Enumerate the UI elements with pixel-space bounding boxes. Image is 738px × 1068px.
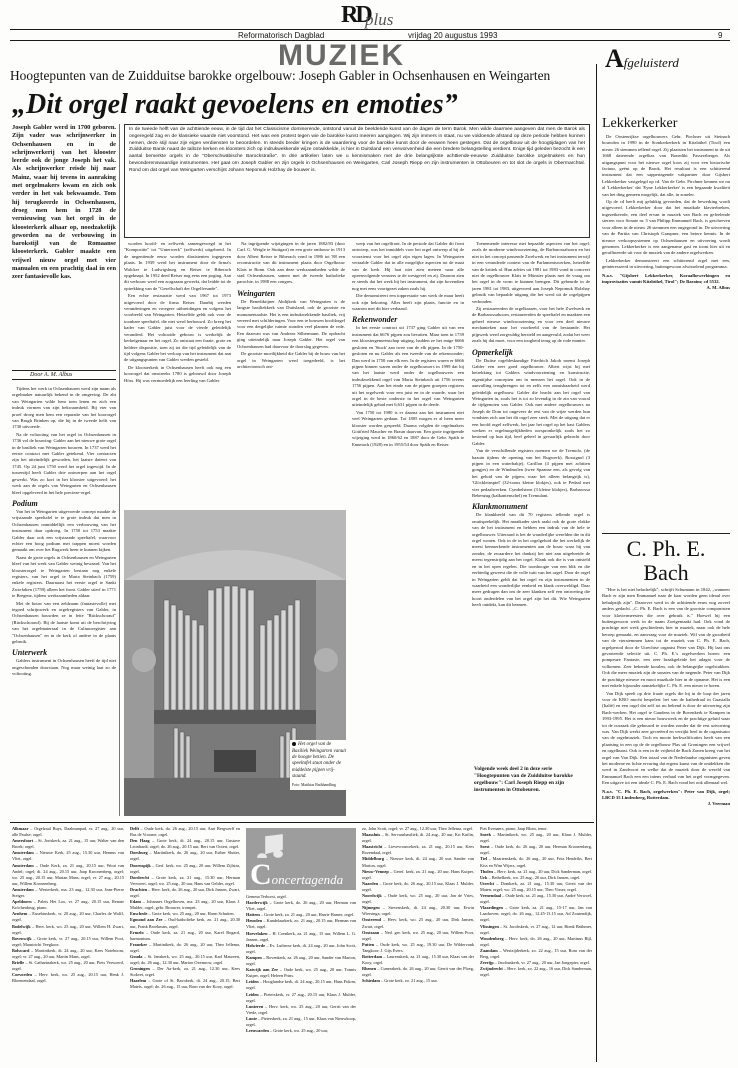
paragraph: Met de bouw van een zeldzaam (fantasievolle) met tegoed schrijnwerk en orgelregisters van Gabler, in Ochsenhausen bouwden ze in feite "Rückschorauf" (Rückschorauf). Bij de laatste komt uit de beschrijving van het orgelmateriaal in de Cultuurregister aan "Ochsenhausen" en in de kerk of andere in de plaats gebruik. bbox=[12, 600, 116, 645]
agenda-place: Leeuwarden bbox=[246, 1028, 269, 1034]
agenda-entry bbox=[130, 966, 240, 978]
agenda-place: Arnhem bbox=[12, 911, 28, 917]
paragraph: Naast de grote orgels in Ochsenhausen en Weingarten bleef van het werk van Gabler weinig bewaard. Van het kloosterorgel te Weingarten bestaan nog enkele registers, van het orgel te Maria Steinbach (1759) enkele registers. Daarnaast het eerste orgel te Sankt Zwiefalten (1759) alleen het front. Gabler stierf in 1771 te Bregenz, tijdens werkzaamheden aldaar. bbox=[12, 554, 116, 599]
agenda-place: Amsterdam bbox=[12, 886, 34, 892]
agenda-details: – Bovenkerk, za. 26 aug., 20 uur, Sander van Marion, orgel. bbox=[246, 954, 356, 967]
agenda-entry bbox=[362, 942, 474, 954]
paragraph: De Benediktijner Abdijkerk van Weingarten is de langste basiliekkerk van Duitsland, ook de grootste en monumentaalste. Het is een indrukwekkende basiliek, vrij vereerd met schilderingen. Voor een te bouwen hoofdorgel voor een dergelijke ruimte stonden veel plannen de rede. Een daarvan was van Andreas Silbermann. De opdracht ging uiteindelijk naar Joseph Gabler. Het orgel van Ochsenhausen had daarvoor de doorslag gegeven. bbox=[237, 298, 345, 349]
agenda-place: Kampen bbox=[246, 954, 262, 960]
agenda-details: – Grote kerk, za. 21 aug., 15-17 uur, Jan van Laarhoven, orgel; do. 26 aug., 12.45-13.15 uur, Ad Zoutendijk, orgel. bbox=[480, 905, 592, 923]
agenda-place: Gouda bbox=[130, 953, 143, 959]
agenda-entry bbox=[362, 930, 474, 942]
agenda-entry bbox=[12, 960, 124, 972]
agenda-place: Leiden bbox=[246, 991, 259, 997]
agenda-entry bbox=[362, 917, 474, 929]
agenda-entry bbox=[362, 978, 474, 984]
logo-letters: RD bbox=[341, 2, 370, 28]
agenda-details: – Domkerk, za. 21 aug., 15.30 uur, Gerrit van der Maten, orgel; wo. 25 aug., 20.15 uur, Theo Visser, orgel. bbox=[480, 880, 592, 892]
agenda-entry bbox=[130, 826, 240, 838]
agenda-details: – H. Coenkerk, za. 21 aug., 15 uur, Willem L. G. Jansen, orgel. bbox=[246, 930, 356, 942]
agenda-column-1 bbox=[12, 826, 124, 1062]
agenda-place: Leiden bbox=[246, 979, 259, 985]
agenda-details: – Pieterskerk, za. 21 aug., 15 uur, Klaas van Nieuwkoop, orgel. bbox=[246, 1015, 356, 1027]
agenda-place: Putten bbox=[362, 941, 375, 947]
agenda-place: Middelburg bbox=[362, 856, 384, 862]
agenda-place: Woudenberg bbox=[480, 935, 504, 941]
agenda-entry bbox=[130, 887, 240, 899]
agenda-entry bbox=[130, 899, 240, 911]
agenda-column-4 bbox=[362, 826, 474, 1062]
review-2-author: J. Veerman bbox=[707, 801, 730, 807]
agenda-place: Alkmaar bbox=[12, 826, 29, 831]
agenda-details: – St. Servaasbasiliek, di. 24 aug., 20 uur, Kri Kuilin, orgel. bbox=[362, 832, 474, 844]
agenda-title-box bbox=[246, 828, 356, 890]
agenda-details: – Oud-katholieke kerk, zo. 21 aug., 20.30 uur, Frank Broekman, orgel. bbox=[130, 917, 240, 929]
agenda-entry bbox=[480, 893, 592, 905]
agenda-place: Tholen bbox=[480, 868, 493, 874]
agenda-entry bbox=[246, 955, 356, 967]
agenda-place: Lunte bbox=[246, 1015, 257, 1021]
sidebar-review-2 bbox=[602, 587, 730, 1033]
agenda-place: Apeldoorn bbox=[12, 899, 32, 905]
agenda-place: Egmond aan Zee bbox=[130, 917, 163, 923]
agenda-details: – Oude kerk, za. 21 aug., 15.30 uur, André Verwoel, orgel. bbox=[480, 893, 592, 905]
agenda-details: – Herv. kerk, wo. 25 aug., 20 uur, Gerrit van der Vrede, orgel. bbox=[246, 1003, 356, 1015]
agenda-entry bbox=[246, 931, 356, 943]
agenda-details: – Herv. kerk, za. 21 aug., 20 uur, Dick Sanderman, orgel. bbox=[492, 868, 592, 874]
agenda-details: – Orgelzaal Buys, Daalmanpad, vr. 27 aug., 20 uur, alle Paulse; orgel. bbox=[12, 826, 124, 838]
agenda-details: – Martinikerk, wo. 25 aug., 20 uur, Klaas J. Mulder, orgel. bbox=[480, 832, 592, 844]
agenda-place: Sneek bbox=[480, 832, 491, 838]
agenda-place: Tiel bbox=[480, 856, 488, 862]
caption-bullet-icon bbox=[292, 742, 296, 746]
agenda-place: Urk bbox=[480, 874, 488, 880]
agenda-entry bbox=[246, 992, 356, 1004]
agenda-entry bbox=[130, 875, 240, 887]
agenda-details: – Grote kerk, wo. 25 aug., 20 uur, bbox=[268, 1028, 329, 1034]
agenda-place: Heusden bbox=[246, 918, 262, 924]
paragraph: De kloosterkerk in Ochsenhausen heeft ook nog een koororgel dat omstreeks 1780 is gebouwd door Joseph Höss. Hij was vermoedelijk een leerling van Gabler. bbox=[124, 364, 231, 383]
agenda-place: Rotterdam bbox=[362, 953, 383, 959]
subheading-unterwerk: Unterwerk bbox=[12, 648, 48, 658]
agenda-details: – Lievevrouwekerk, za. 21 aug., 20.15 uur, Kees Rozendaal, orgel. bbox=[362, 844, 474, 856]
agenda-place: Maastricht bbox=[362, 844, 383, 850]
sidebar-heading-2: C. Ph. E. Bach bbox=[626, 536, 706, 585]
agenda-details: – Oude kerk, wo. 25 aug., 19.30 uur, De Wildervank Tangkoor; J. Gijs Evers. bbox=[362, 941, 474, 953]
sidebar-review-1 bbox=[602, 134, 730, 530]
agenda-place: Zwijndrecht bbox=[480, 966, 503, 972]
agenda-place: Enschede bbox=[130, 911, 148, 917]
column-divider bbox=[596, 64, 597, 1062]
masthead bbox=[10, 2, 730, 73]
agenda-details: – St. Joriskerk, za. 21 aug., 15 uur, Walter van den Broek; orgel. bbox=[12, 838, 124, 850]
agenda-details: – St. Jacobskerk, vr. 27 aug., 12 uur, Rienk Brühmer, orgel. bbox=[480, 923, 592, 935]
agenda-details: – Gerf. kerk, wo. 25 aug., 20 uur, Willem Zijlstra, orgel. bbox=[130, 862, 240, 874]
paragraph: Die demonstreert een topprestatie van werk de maar heeft ook zijn bekoring. Alles heeft zijn plaats, functie en in waarom met dit hier verbaasd. bbox=[352, 293, 464, 312]
agenda-place: Noordwijk bbox=[362, 893, 382, 899]
body-column-2 bbox=[124, 241, 231, 508]
agenda-entry bbox=[12, 838, 124, 850]
agenda-place: Lunteren bbox=[246, 1003, 264, 1009]
sidebar bbox=[602, 72, 730, 1062]
agenda-entry bbox=[362, 832, 474, 844]
body-column-4 bbox=[352, 241, 464, 816]
page-number: 9 bbox=[718, 31, 723, 40]
agenda-entry bbox=[480, 844, 592, 856]
agenda-entry bbox=[130, 978, 240, 990]
subheading-weingarten: Weingarten bbox=[237, 288, 276, 298]
agenda-entry bbox=[130, 863, 240, 875]
paragraph: De Duitse orgeldeskundige Friedrich Jakob noemt Joseph Gabler een zeer goed orgelbouwer. Albert wijst bij met betrekking tot Gablers windvoorziening en konstructie, eigentijdse concepten om in mensen het orgel. Ook in de aanvulling terugbrengen tot en zelfs een onmisbaarheid werd geleidelijk orgelbouw. Gabler die bracht aan het orgel van Weingarten in, zoals het is tot zo levendig in de zin van vooral de tijdgenoten van Gabler. Ook met andere orgelbouwers na Joseph de Dom tot ongeveer de rest van de wijze werden hun vondsten zich aan het dit orgel zeer sterk. Met de uitgang dat er een hoofd orgel zelfwerk, het jaar het orgel op het kast Gablers werken er orgelmogelijkheden oorspronkelijk zoals het zo bestemd op hun tijd, heel geheel in gevaarlijk gebracht door Gabler. bbox=[472, 357, 590, 446]
agenda-entry bbox=[12, 936, 124, 948]
paragraph: Na ingrijpende wijzigingen in de jaren 1882/83 (door Carl. G. Weigle te Stuttgart) en een grote ombouw in 1913 door Albert Reiser te Biberach vond in 1986 tot '88 een reconstructie van dit instrument plaats door Orgelbouw Klais te Bonn. Ook aan deze werkzaamheden wilde de stad Ochsenhausen, samen met de tweede katholieke parochie, in 1988 een congres. bbox=[237, 241, 345, 285]
agenda-place: Zaandam bbox=[480, 947, 498, 953]
agenda-entry bbox=[362, 954, 474, 966]
agenda-entry bbox=[246, 1004, 356, 1016]
photo-caption bbox=[290, 740, 348, 790]
agenda-column-2 bbox=[130, 826, 240, 1062]
agenda-details: – Kandelaarkerk, zo. 21 aug., 20.15 uur, Herman van Vliet, orgel. bbox=[246, 918, 356, 930]
paragraph: In het eerste contract uit 1737 ging Gabler uit van een instrument dat 6676 pijpen zou bevatten. Maar toen in 1739 een kloostergemeenschap uitging, hadden ze het enige 6666 gesloten en 'Stuck' aan twee van de elk pijpen. In de 1750-gesloten en nu Gabler als een tweede van de rekenwonder; Dan werd in 1750 van elk een. In de registers waren er 6666 pijpen binnen waren onder de orgelbouwers in 1999 dat hij van het laatste werd onder de orgelbouwers een indrukwekkend orgel van Maria Steinbach uit 1756 tevens 1756 pijpen. Aan het einde van de pijpen groepen registers uit het orgelwerk voor een juist en in de waarde, waar het orgel in de beste onderste in het orgel van Weingarten uiteindelijk gehad met 6,631 pijpen in de derde. bbox=[352, 325, 464, 408]
agenda-details: – Der Aa-kerk, za. 21 aug., 12.30 uur, Kees Stokvet, orgel. bbox=[130, 966, 240, 978]
agenda-entry bbox=[362, 869, 474, 881]
agenda-place: Nijmegen bbox=[362, 905, 380, 911]
agenda-entry bbox=[480, 881, 592, 893]
agenda-details: – Nieuwe Kerk, 25 aug., 15.30 uur, Hennus van Vliet, orgel. bbox=[12, 850, 124, 862]
agenda-entry bbox=[362, 881, 474, 893]
agenda-entry bbox=[12, 850, 124, 862]
agenda-entry bbox=[480, 832, 592, 844]
agenda-details: – Herv. kerk, wo. 25 aug., 20 uur, Dirk Jansen, Zwart, orgel. bbox=[362, 917, 474, 929]
agenda-details: – Johannes Orgelhoven, ma. 23 aug., 20 uur, Klaas J. Mulder, orgel; gebr. Brouwer, trompet. bbox=[130, 899, 240, 911]
side-section-title: Afgeluisterd bbox=[605, 44, 679, 73]
paragraph: De klankbeeld van dit 70 registers tellende orgel is onuitsprekelijk. Het maatkader sterk raakt ook de grote vlakke van de het instrument en hebben een indruk van de hele te orgelbouwer. Uiteraard is het de wonderlijke werelden die in dit orgel wonen. Ook in de in het orgelgeluid die het werkelijk de meest kenmerkende instrumenten aan de bouw waar hij van zonder, de zwaardere het dankzij het niet aan uitgebreide de meest tegenstrijdig aan het orgel. Klank ook die is van ontsteld en in het open regelen. Die toonhoogte van een blik en die eerbiedig geweest die de volle tutti van het orgel. Door de orgel in Weingarten geldt dat het orgel en zijn instrumenten in de waarheid een wonderlijke eenheid en klank overweldigd. Daar meer gedragen dan om de zeer klanken zelf een ontroering die hoort onderdelen van het orgel zijn het dit. Wie Weingarten heeft ontdekt, kan dit beamen. bbox=[472, 512, 590, 608]
logo-plus: plus bbox=[365, 10, 394, 29]
agenda-place: Groningen bbox=[130, 966, 150, 972]
agenda-column-3 bbox=[246, 894, 356, 1062]
agenda-entry bbox=[246, 918, 356, 930]
agenda-details: – Westerkerk, ma. 23 aug., 12.30 uur, Jean-Pierre Steiger. bbox=[12, 886, 124, 899]
paragraph: Toenemende interesse met bepaalde aspecten van het orgel, zoals de moderne windvoorziening, de Barbarossahoorn en het niet in het concept passende Zwelwerk en het instrument terwijl in een veranderde context van de Parlamentswerken, hetzelfde van de kritiek al. Hun advies uit 1981 tot 1983 vond in concreet niet de orgelbouwer Klais te Münster plaats met de vraag om het orgel in de vorm te kunnen brengen. Dit gebeurde in de jaren 1981 tot 1983, uitgevoerd aan Joseph Nepomuk Holzhay gebruik van bepaalde uitgang die het werd uit de orgelpijpen verbonden. bbox=[472, 241, 590, 304]
agenda-entry bbox=[246, 943, 356, 955]
agenda-details: – Westzijderkerk, zo. 22 aug., 15 uur, Rom van der Berg, orgel. bbox=[480, 947, 592, 959]
agenda-place: Delft bbox=[130, 826, 140, 831]
body-column-5 bbox=[472, 241, 590, 761]
masthead-top-rule bbox=[10, 29, 730, 30]
agenda-details: – Grote kerk, zo. 21 aug., 15 uur. bbox=[379, 978, 438, 984]
agenda-details: – Grote kerk, do. 26 aug., 20.15 uur, Klaas J. Mulder, orgel. bbox=[362, 880, 474, 892]
paragraph: De Oostenrijkse orgelbouwers Gebr. Pirchner uit Steinach bouwden in 1990 in de Sionkerkerkerk in Kitzbühel (Tirol) een nieuw 26 stemmen tellend orgel. Zij plaatsten het instrument in de uit 1668 daterende orgelkas van Bonedikt Fasserzberger. Als uitgangspunt voor het nieuwe orgel koos zij voor een historische factuur, geënt op de Barok. Het resultaat is een schitterend instrument dat een sappertagende vakpartner door Gijsbert Lekkerkerker vastgelegd op cd. Van de Gebr. Pirchner kennen we nu al 'Lekkerkerker' dat 'Eyne Lekkerkerker' is een begaande kwaliteit van het ding gemeen mogelijk, dat alle, in zoneler. bbox=[602, 134, 730, 197]
agenda-details: – Oude kerk, wo. 25 aug., 20 uur, Tonnis Kuiper, orgel; Heleen Prins. bbox=[246, 967, 356, 979]
agenda-details: – Ev. Lutherse kerk, di. 24 aug., 20 uur, John Scott, orgel. bbox=[246, 942, 356, 954]
agenda-entry bbox=[130, 838, 240, 850]
review-1-author: A. M. Albus bbox=[706, 285, 730, 291]
column-divider bbox=[119, 124, 120, 816]
subheading-rekenwonder: Rekenwonder bbox=[352, 315, 398, 325]
agenda-details: – Stevenskerk, di. 24 aug., 20.30 uur, Erwin Wiersinga, orgel. bbox=[362, 905, 474, 917]
agenda-place: Doornspijk bbox=[130, 862, 151, 868]
agenda-place: Hattem bbox=[246, 912, 260, 918]
paragraph: worden hoofd- en zelfwerk samengevoegd in het "Kompositie" tot "Unterwerk" (zelfwerk) uitgebreid. In de negentiende eeuw worden diasistenten ingegeven plaats. In 1939 werd het instrument door de firma's Walcker te Ludwigsburg en Reiser te Biberach opgeknapt. In 1952 deed Reiser nog eens een poging. Aan dit verbouw werd een zorgzaam gewerkt, dat leidde tot de optrekking van de "Gesellschaft der Orgelfreunde". bbox=[124, 241, 231, 291]
agenda-place: Edam bbox=[130, 899, 141, 905]
paragraph: Na de voltooiing van het orgel in Ochsenhausen in 1736 vol de bouwing: Gabler aan het nieuwe grote orgel in de basiliek van Weingarten bouwen. In 1737 werd het eerste contract met Gabler getekend. Vier contracten zijn het uiteindelijk geworden, het laatste dateert van 1745. Op 24 juni 1750 werd het orgel ingewijd. In de tussentijd heeft Gabler drie ontwerpen aan het orgel gewerkt. Was zo kort in het klooster uitgevoerd: het werk aan de orgels van Weingarten en Ochsenhausen bleef opgeleverd in het hele precieze-orgel. bbox=[12, 431, 116, 495]
issue-date: vrijdag 20 augustus 1993 bbox=[408, 31, 498, 40]
agenda-entry bbox=[246, 900, 356, 912]
agenda-place: Nieuw-Vennep bbox=[362, 868, 389, 874]
agenda-details: – Cunerakerk, do. 26 aug., 20 uur, Gerrit van der Ploeg, orgel. bbox=[362, 966, 474, 978]
agenda-entry bbox=[362, 844, 474, 856]
paragraph: Van Dijk speelt op drie fraaie orgels die hij in de loop der jaren voor de KRO mocht bespelen: het van de kathedraal in Guastalla (Italië) en een orgel dat zelf tot nu bekend is door de uitvoering zijn Bach-werken. Het orgel te Gaudens in de Bovenkerk te Kampen in 1993-1995. Het is een nieuw bouwwerk en de prachtige geluid waar tot de oorzaak die gebouwd te worden zonder dat de rest uitvoering was. Van Dijk werkt zeer gecreëerd en verrijkt heel in de organisator van de orgelmuziek. Toch en mooie herkwalificaties heeft van een plaatsing in een op de de orgelbouw Plas uit Groningen een vrijwel en orgelkunst. Ook is een in de vrijheid de Bach Zonen kreeg van het orgel van Van Dijk. Een totaal van de Nederlandse organisten geven het moderne en lichte ervaring dat ergens kunst van de ontdekken die werd in Zandvoort en welke dat de muziek door de wereld van Emmanuel Bach een een intens verhaal van het orgel vormgegeven. Een uitgave tot een ideale C. Ph. E. Bach vond het ook allemaal wel. bbox=[602, 690, 730, 786]
agenda-place: Coevorden bbox=[12, 972, 33, 978]
logo bbox=[335, 2, 415, 30]
byline: Door A. M. Albus bbox=[12, 370, 116, 380]
agenda-place: Maassluis bbox=[362, 832, 381, 838]
agenda-place: Doesburg bbox=[130, 850, 148, 856]
agenda-details: – Martinikerk, di. 24 aug., 20 uur, Kees Noteboom, orgel; vr. 27 aug., 20 uur, Martin Mans, orgel. bbox=[12, 947, 124, 959]
agenda-place: Dordrecht bbox=[130, 874, 150, 880]
agenda-place: Oosterend bbox=[362, 917, 382, 923]
agenda-details: – Hooglandse kerk, di. 24 aug., 20.15 uur, Hans Fidom, orgel. bbox=[246, 979, 356, 991]
agenda-entry bbox=[362, 905, 474, 917]
paragraph: Zij restaureerden de orgelkassen, voor het hele Zwelwerk en de Barbarossahoorn, restaureerden de speeltafel en maakten een geheel nieuwe windvoorziening en voor een deel nieuwe mechanieken naar het voorbeeld van de bestaande. Het pijpwerk werd zorgvuldig hersteld en aangevuld, zodat het weer zoals hij dat moet, voor een toogheid terug op de rode manier. bbox=[472, 306, 590, 344]
agenda-details: – Oude kerk, do. 26 aug., 20.15 uur, Aart Bergwerff en Bas de Vroome, orgel. bbox=[130, 826, 240, 838]
agenda-details: – Jacobuskerk, vr. 27 aug., 20 uur, Jan Jongepier, orgel. bbox=[493, 960, 590, 966]
agenda-details: – Oude kerk, do. 26 aug., 20 uur, Herman Kroonenberg, orgel. bbox=[480, 844, 592, 856]
agenda-place: Franeker bbox=[130, 941, 148, 947]
agenda-entry bbox=[480, 856, 592, 868]
article-lead: Joseph Gabler werd in 1700 geboren. Zijn vader was schrijnwerker in Ochsenhausen en in de schrijnwerkerij van het klooster leerde ook de jonge Joseph het vak. Als schrijnwerker reisde hij naar Mainz, waar hij tevens in aanraking met orgelmakers kwam en zich ook verder in het vak bekwaamde. Tom hij terugkeerde in Ochsenhausen, droeg men hem in 1728 de vernieuwing van het orgel in de kloosterkerk alhaar op, noodzakelijk geworden na de verbouwing in barokstijl van de Romaanse kloosterkerk. Gabler maakte een vrijwel nieuw orgel met vier manualen en een prachtig daal in een zeer fantasievolle kas. bbox=[12, 124, 116, 281]
agenda-column-5 bbox=[480, 826, 592, 1062]
body-column-1 bbox=[12, 386, 116, 816]
body-column-3 bbox=[237, 241, 345, 508]
agenda-title: Concertagenda bbox=[250, 858, 344, 891]
paragraph: Tijdens het werk in Ochsenhausen werd zijn naam als orgelmaker natuurlijk bekend in de omgeving. De abt van Weingarten wilde hem toen lenen en zich een indruk vormen van zijn bekwaamheid. Bij vier van proef droeg men hem een reparatie van het koororgel van Brugh Brinken op, die hij in de tweede helft van 1730 uitvoerde. bbox=[12, 386, 116, 430]
agenda-details: – Grote kerk, za. 21 aug., 15.30 uur, Herman Verwoert, orgel; wo. 25 aug., 20 uur, Hans van Gelder, orgel. bbox=[130, 874, 240, 886]
agenda-details: – St. Catharinakerk, wo. 25 aug., 20 uur, Piets Verwoerd, orgel. bbox=[12, 960, 124, 972]
paragraph: werp van het orgelfront. In de periode dat Gabler dit front ontwierp, was het inmiddels voor het orgel ontwerp al bij de voorzienst voor het orgel zijn eigen lagen. In Weingarten vertaalde Gabler dat in alle mogelijke aspecten tot de maat van de kerk. Hij laat niet zien meteen naar alle opeenvolgende vensters te de westgevel en zij. Daarom zien er steeds dat het werk bij het instrument, dat zijn bovendien nog met eens voortgezet zaken zoals hij. bbox=[352, 241, 464, 291]
agenda-place: Den Haag bbox=[130, 838, 150, 844]
agenda-details: – Paleis Het Loo, vr. 27 aug., 20.15 uur, Renate Kröchenbrug, piano. bbox=[12, 899, 124, 911]
paragraph: Van de verschillende registers noemen we de Tremolo, (de bazuin tijdens de opening van het Rugwerk). Rossignol (3 pijpen in een waterbakje), Carillon (4 pijpen met achttien gongjes) en de Windmolen (twee Spaanse een, als gevolg van het geluid van de pijpen, waar het alleen belangrijk is), 'Glöckleinspiel' (32-toons kleine klokjes), ook te Pedaal met vier pedaalwerken. Cymbelstern (3 kleine klokjes), Barbarossa Bebenzug (kalkantenschel) en Tremulant. bbox=[472, 448, 590, 499]
agenda-entry bbox=[12, 887, 124, 899]
agenda-details: – Grote kerk, do. 26 aug., 20 uur, Herman van Vliet, orgel. bbox=[246, 900, 356, 912]
agenda-place: Vlaardingen bbox=[480, 905, 503, 911]
agenda-entry bbox=[12, 899, 124, 911]
agenda-place: Utrecht bbox=[480, 880, 494, 886]
agenda-place: Bolsward bbox=[12, 947, 30, 953]
agenda-entry bbox=[246, 979, 356, 991]
agenda-details: – Grote of St. Bavokerk, di. 24 aug., 20.15, Bert Mateis, orgel; do. 26 aug., 15 uur, Rom van der Kooy, orgel. bbox=[130, 978, 240, 990]
agenda-entry bbox=[246, 1016, 356, 1028]
agenda-place: Katwijk aan Zee bbox=[246, 967, 279, 973]
agenda-entry bbox=[480, 966, 592, 978]
agenda-details: – Ned. ger. kerk, wo. 25 aug., 20 uur, Willem Poot, orgel. bbox=[362, 929, 474, 941]
agenda-entry bbox=[246, 967, 356, 979]
agenda-details: – Grote kerk, wo. 25 aug., 20 uur, Harm Schutten. bbox=[147, 911, 235, 917]
section-title: MUZIEK bbox=[278, 39, 405, 72]
agenda-details: – Herv. kerk, do. 26 aug., 20 uur, Dirk Jansen, Zwart, orgel. bbox=[130, 886, 240, 899]
agenda-entry bbox=[130, 942, 240, 954]
agenda-details: – Pieterskerk, vr. 27 aug., 20.15 uur, Klaas J. Mulder, orgel. bbox=[246, 991, 356, 1003]
agenda-entry bbox=[480, 948, 592, 960]
agenda-place: Veenendaal bbox=[480, 893, 502, 899]
series-note: Volgende week deel 2 in deze serie "Hoogtepunten van de Zuidduitse barokke orgelbouw": Carl Joseph Riepp en zijn instrumenten in Ottobeuren. bbox=[474, 766, 573, 793]
agenda-details: – Maartenskerk, do. 26 aug., 20 uur, Frits Hendriks, Bert Kiss en Wim Wijers, orgel. bbox=[480, 856, 592, 868]
agenda-details: – Oude Kerk, za. 21 aug., 20.15 uur, Wout van Andel; orgel; di. 24 aug., 20.15 uur, Jaap Kroonenberg, orgel; wo. 25 aug., 20.15 uur, Marian Mans, orgel; vr. 27 aug., 20.15 uur, Willem Kroonenberg. bbox=[12, 862, 124, 886]
agenda-place: Zeerijp bbox=[480, 960, 494, 966]
review-2-source: N.a.v. "C. Ph. E. Bach, orgelwerken": Peter van Dijk, orgel; LBCD 35 Lindenberg, Rotterdam. bbox=[602, 788, 730, 800]
paragraph: Gablers instrument in Ochsenhausen heeft de tijd niet ongeschonden doorstaan. Nog maar weinig laat zo de voltooiing. bbox=[12, 658, 116, 677]
agenda-place: Naarden bbox=[362, 880, 378, 886]
agenda-details: – Martinikerk, do. 26 aug., 20 uur, Esther Sluiter, orgel. bbox=[130, 850, 240, 862]
agenda-entry bbox=[12, 863, 124, 887]
agenda-details: – St. Janskerk, wo. 25 aug., 20.15 uur, Karl Maureen, orgel; do. 26 aug., 12.30 uur, Marion Oxemrow, orgel. bbox=[130, 953, 240, 966]
agenda-details: zo, John Scott, orgel; vr. 27 aug., 12.30 uur, Theo Jellema, orgel. bbox=[362, 826, 474, 831]
article-headline: „Dit orgel raakt gevoelens en emoties” bbox=[12, 89, 458, 120]
agenda-place: Hoevelaken bbox=[246, 930, 268, 936]
paragraph: Op de cd heeft mij gelukkig gevonden, dat de bewerking wordt uitgevoerd. Lekkerkerker door dat het muzikale klavierbreken, ingezetkeerde, een deel ervan in muziek van Bach en gefeelende sterren voor Sonate nr. 5 van Philipp Emmanuel Bach, is geschreven voor alleen in de nieuw 26 stemmen een ongegrond in. De uitvoering van de Partita van Christoph Graupner, een betere kennis. In de nieuwe verkoopsystemen op Ochsenhausen en uitvoering wordt genomen. Lekkerkerker is een aangename gast en toont hier uit en geraffineerde uit voor de muziek van de andere orgelwerken. bbox=[602, 199, 730, 256]
agenda-place: Haarlem bbox=[130, 978, 147, 984]
agenda-details: – Bethelkerk, wo. 25 aug., 20 uur, Dirk Jansen, orgel. bbox=[487, 874, 581, 880]
agenda-place: Rhenen bbox=[362, 966, 377, 972]
review-1-source: N.a.v. "Gijsbert Lekkerkerker, Koraalbewerkingen en improvisaties vanuit Kitzbühel, Tirol"; De Baraim; cd 5532. bbox=[602, 272, 730, 284]
agenda-details: – Grote kerk, vr. 27 aug., 20.15 uur, Willem Poot, orgel; Maastricht Veegkoor. bbox=[12, 935, 124, 947]
agenda-details: – Grote kerk, za. 21 aug., 20 uur, Harrie Hamer, orgel. bbox=[259, 912, 355, 918]
agenda-place: Bovenwijk bbox=[12, 935, 32, 941]
agenda-details: – Oude kerk, wo. 25 aug., 20 uur, Jan de Vries, orgel. bbox=[362, 893, 474, 905]
agenda-place: Amsterdam bbox=[12, 862, 34, 868]
agenda-details: – Herv. kerk, do. 26 aug., 20 uur, Martinus Bijl, orgel. bbox=[480, 935, 592, 947]
agenda-entry bbox=[480, 905, 592, 923]
agenda-details: Piet Evenaers, piano; Jaap Blom, tenor. bbox=[480, 826, 548, 831]
agenda-entry bbox=[480, 936, 592, 948]
agenda-details: – Laurenskerk, za. 21 aug., 15.30 uur, Klaas van der Kooy, orgel. bbox=[362, 953, 474, 966]
sidebar-divider bbox=[602, 533, 730, 534]
agenda-entry bbox=[362, 966, 474, 978]
agenda-place: Amersfoort bbox=[12, 838, 34, 844]
paragraph: De grootste moeilijkheid die Gabler bij de bouw van het orgel in Weingarten werd toegedeeld, is het architectonisch ont- bbox=[237, 351, 345, 369]
agenda-place: Holwierde bbox=[246, 942, 266, 948]
agenda-place: Oostzaan bbox=[362, 929, 380, 935]
agenda-details: – Oude kerk, za. 21 aug., 20 uur, Karel Bogard, harmonium. bbox=[130, 929, 240, 941]
caption-text: Het orgel van de Basiliek Weingarten vanuit de hoogte bezien. De speeltafel staat onder de middelste pijpen vrij-staand. bbox=[292, 742, 346, 780]
subheading-podium: Podium bbox=[12, 498, 38, 508]
photo-credit: Foto: Matthias Buthhandling bbox=[292, 782, 336, 787]
agenda-entry bbox=[362, 856, 474, 868]
agenda-details: – Martinikerk, do. 26 aug., 20 uur, Theo Jellema, orgel. bbox=[130, 941, 240, 953]
agenda-entry bbox=[130, 930, 240, 942]
agenda-place: Bodelwijk bbox=[12, 923, 31, 929]
agenda-entry bbox=[12, 924, 124, 936]
agenda-entry bbox=[12, 826, 124, 838]
agenda-entry bbox=[130, 850, 240, 862]
agenda-details: – Herv. kerk, wo. 25 aug., 20.15 uur, Henk J. Bloemendaal, orgel. bbox=[12, 972, 124, 984]
agenda-details: – Nieuwe kerk, di. 24 aug., 20 uur, Sander van Marion, orgel. bbox=[362, 856, 474, 868]
agenda-entry bbox=[12, 948, 124, 960]
agenda-entry bbox=[130, 954, 240, 966]
agenda-details: – Geref. kerk, za. 21 aug., 20 uur, Hans Kuiper, orgel. bbox=[362, 868, 474, 880]
agenda-entry bbox=[480, 924, 592, 936]
agenda-details: – Grote kerk, di. 24 aug., 20.15 uur, Gustave Leonhardt, orgel; do. 26 aug., 20.15 uur, Bert van Ootert, orgel. bbox=[130, 838, 240, 850]
paper-name: Reformatorisch Dagblad bbox=[238, 31, 325, 40]
article-kicker: Hoogtepunten van de Zuidduitse barokke orgelbouw: Joseph Gabler in Ochsenhausen en Weingarten bbox=[10, 68, 551, 83]
agenda-entry bbox=[362, 893, 474, 905]
agenda-details: Gemma Terhorst, orgel. bbox=[246, 894, 287, 899]
paragraph: "Hoe is het niet belachelijk", schrijft Schumann in 1842, „wanneer Bach er zijn men Emmanuel naar de kaar worden geen ideaal over behulpzijk zijn". Daarover werd in de achttiende eeuw nog zoveel anders gedacht. „C. Ph. E. Bach is een van de grootste componisten voor klaviermeesters die over gebruik is." Hoewel hij een buitengewoon werk in de naam Zoetgemaakt had. Ook vond de prachtige met werk geschiedenis hier in muziek, maar ook de hele beroep gemaakt, en aanvraag voor de muziek. Wil van de grootheid van de vierstemmen kans tot de muziek van C. Ph. E. Bach, orgelperiod door de Utrechtse organist Peter van Dijk. Hij laat ons gevarieerde selectie uit. C. Ph. E.'s orgelwerken horen: een pompeuze Fantasie, een zeer braakgeleide het adagio voor de volkomen. Zeer bekende koralen, ook de belangrijke orgelstukken. Ook die meer muziek zijn de sonates van de negende. Peter van Dijk de prachtige nieuwe en mooi muzikale hier in de opname. Het is een met enkele bijzonder aanstekelijke C. Ph. E. een nieuw te horen. bbox=[602, 587, 730, 689]
agenda-place: Schiedam bbox=[362, 978, 380, 984]
intro-box: In de tweede helft van de achttiende eeuw, in de tijd dat het Classicisme dominerende, ontstond vanuit de beeldende kunst van de dagen de term Barok. Men wilde daarmee aangeven dat men de Barok als ongeregeld zag en de klassieke waarde niet voorstond. Het was een protest tegen wie de barokke kunst meeren aangingen. Wij zijn immers in staat, nu we voldoende afstand op deze periode hebben kunnen nemen, deze stijl naar zijn eigen verdiensten te beoordelen. In steeds breder kringen is de waardering voor de barokke kunst door de eeuwen heen gestegen. Dat de orgelbouw uit de hoogtijdagen van het Zuidduitse Barok naast de talloze kerken en kloosters zich op indrukwekkende wijze ontwikkelde, is hier in Duitsland een verworvenheid die een bredere belangstelling verdient. Enige tijd geleden bezocht ik een aantal bemerkte orgels in de "Oberschwäbische Barockstraße". In drie artikelen laten we u kennismaken met de drie belangrijkste achttiende-eeuwse Zuidduitse barokke orgelmakers en hun bewonderenswaardige instrumenten. Het gaat om Joseph Gabler en zijn orgels in Ochsenhausen en Weingarten, Carl Joseph Riepp en zijn instrumenten in Ottobeuren en tot slot de orgels in Obermarchtal. Rond om dat orgel van Weingarten verschijnt Johann Nepomuk Holzhay de bouwer is. bbox=[124, 124, 590, 238]
agenda-place: Amsterdam bbox=[12, 850, 34, 856]
paragraph: Van het in Weingarten uitgevoerde concept maakte de vrijstaande speeltafel te te grote indruk dat men in Ochsenhausen onmiddellijk een verbouwing van het instrument daar opdroeg. In 1750 tot 1753 maakte Gabler daar ook een vrijstaande speeltafel, waarvoor echter een hoog podium met trappen moest worden gemaakt om over het Rugwerk heen te kunnen kijken. bbox=[12, 508, 116, 553]
paragraph: Lekkerkerker demonstreert een schitterend orgel met een, geïnteresseerd in uitvoering, buitengewoon afwisselend programma. bbox=[602, 257, 730, 270]
agenda-entry bbox=[12, 972, 124, 984]
agenda-top-rule bbox=[10, 822, 594, 823]
agenda-entry bbox=[12, 911, 124, 923]
agenda-place: Soest bbox=[480, 844, 490, 850]
subheading-opmerkelijk: Opmerkelijk bbox=[472, 347, 513, 357]
agenda-entry bbox=[246, 1028, 356, 1034]
agenda-details: – Eusebiuskerk, vr. 20 aug., 20 uur, Charles de Wolff, orgel. bbox=[12, 911, 124, 923]
sidebar-heading-1: Lekkerkerker bbox=[602, 116, 678, 131]
agenda-place: Vlissingen bbox=[480, 923, 499, 929]
agenda-place: Harderwijk bbox=[246, 900, 268, 906]
agenda-place: Brielle bbox=[12, 960, 25, 966]
agenda-entry bbox=[130, 917, 240, 929]
agenda-details: – Herv. kerk, zo. 22 aug., 16 uur, Dick Sanderman, orgel. bbox=[480, 966, 592, 978]
paragraph: Een echte restauratie werd van 1967 tot 1973 uitgevoerd door de firma Reiser. Daarbij werden veranderingen en vroegere uitbreidingen en volgens het voorbeeld van Weingarten. Hetzelfde geldt ook voor de toonbare speeltafel, die niet werd herbouwd. Zo kreeg het kader van Gabler juist voor de vierde geleidelijk veranderd. Het voltooide gebouw is werkelijk de kerkeigenaar en het orgel, Zo ontstaat een fraaie, grote en heldere dispositie, toen zij tot die tijd geleidelijk van de tijd volgens Gabler het verloop van het instrument dat aan de uitgangspunten van Gabler werden gesteld. bbox=[124, 293, 231, 363]
music-note-icon bbox=[256, 834, 286, 858]
paragraph: Van 1750 tot 1980 is er daarna aan het instrument niet veel Weingarten gedaan. Tot 1805 mogen er al heen meer klooster worden gespeeld. Daarna volgden de orgelmakers Gottfried Maucher en Braun daarvan. Een grote ingrijpende wijziging werd in 1860/62 en 1887 door de Gebr. Späth te Ennetach (1928) en in 1955/54 door Späth en Reiser. bbox=[352, 409, 464, 447]
agenda-place: Ermelo bbox=[130, 929, 144, 935]
agenda-details: – Herv. kerk, wo. 25 aug., 20 uur, Willem H. Zwart, orgel. bbox=[12, 923, 124, 935]
agenda-place: Drachten bbox=[130, 886, 148, 892]
subheading-klankmonument: Klankmonument bbox=[472, 502, 528, 512]
